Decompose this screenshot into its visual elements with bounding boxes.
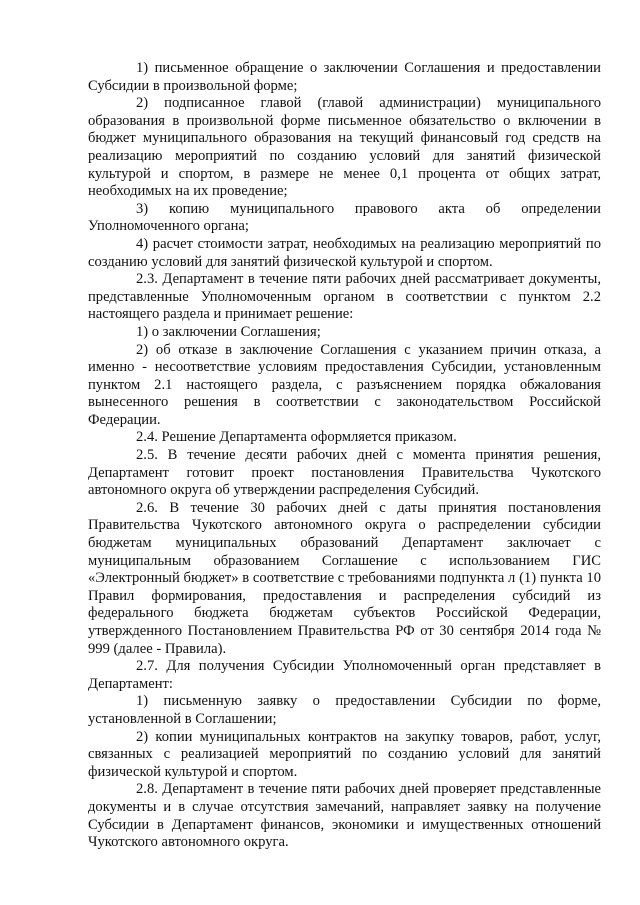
paragraph-1-written-request: 1) письменное обращение о заключении Соглашения и предоставлении Субсидии в произвольной форме; xyxy=(88,60,601,94)
document-page xyxy=(88,60,601,852)
paragraph-2-6-agreement: 2.6. В течение 30 рабочих дней с даты принятия постановления Правительства Чукотского автономного округа о распределении субсидии бюджетам муниципальных образований Департамент заключает с муниципальным образованием Соглашение с использованием ГИС «Электронный бюджет» в соответствие с требованиями подпункта л (1) пункта 10 Правил формирования, предоставления и распределения субсидий из федерального бюджета бюджетам субъектов Российской Федерации, утвержденного Постановлением Правительства РФ от 30 сентября 2014 года № 999 (далее - Правила). xyxy=(88,499,601,657)
paragraph-4-cost-estimate: 4) расчет стоимости затрат, необходимых на реализацию мероприятий по созданию условий для занятий физической культурой и спортом. xyxy=(88,235,601,270)
paragraph-2-5-draft-resolution: 2.5. В течение десяти рабочих дней с момента принятия решения, Департамент готовит проект постановления Правительства Чукотского автономного округа об утверждении распределения Субсидий. xyxy=(88,447,601,499)
paragraph-2-3-review: 2.3. Департамент в течение пяти рабочих дней рассматривает документы, представленные Уполномоченным органом в соответствии с пунктом 2.2 настоящего раздела и принимает решение: xyxy=(88,271,601,323)
paragraph-written-application: 1) письменную заявку о предоставлении Субсидии по форме, установленной в Соглашении; xyxy=(88,693,601,727)
paragraph-contract-copies: 2) копии муниципальных контрактов на закупку товаров, работ, услуг, связанных с реализацией мероприятий по созданию условий для занятий физической культурой и спортом. xyxy=(88,728,601,780)
paragraph-decision-conclude: 1) о заключении Соглашения; xyxy=(136,323,321,340)
paragraph-2-4-order: 2.4. Решение Департамента оформляется приказом. xyxy=(136,429,457,446)
paragraph-2-7-submission: 2.7. Для получения Субсидии Уполномоченный орган представляет в Департамент: xyxy=(88,658,601,692)
paragraph-decision-refuse: 2) об отказе в заключение Соглашения с указанием причин отказа, а именно - несоответствие условиям предоставления Субсидии, установленным пунктом 2.1 настоящего раздела, с разъяснением порядка обжалования вынесенного решения в соответствии с законодательством Российской Федерации. xyxy=(88,341,601,428)
paragraph-3-legal-act-copy: 3) копию муниципального правового акта об определении Уполномоченного органа; xyxy=(88,200,601,235)
paragraph-2-signed-obligation: 2) подписанное главой (главой администрации) муниципального образования в произвольной форме письменное обязательство о включении в бюджет муниципального образования на текущий финансовый год средств на реализацию мероприятий по созданию условий для занятий физической культурой и спортом, в размере не менее 0,1 процента от общих затрат, необходимых на их проведение; xyxy=(88,95,601,200)
paragraph-2-8-verification: 2.8. Департамент в течение пяти рабочих дней проверяет представленные документы и в случае отсутствия замечаний, направляет заявку на получение Субсидии в Департамент финансов, экономики и имущественных отношений Чукотского автономного округа. xyxy=(88,781,601,851)
